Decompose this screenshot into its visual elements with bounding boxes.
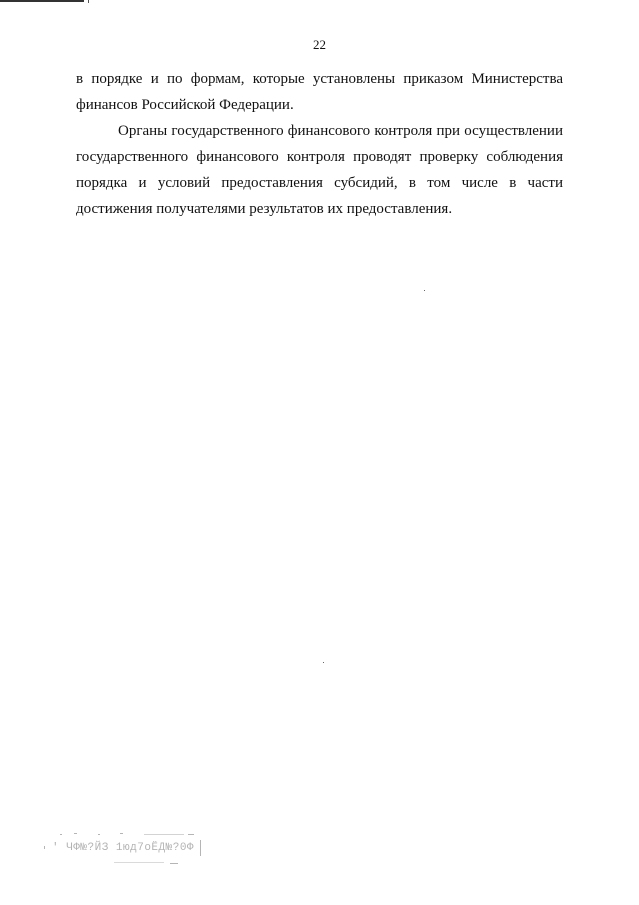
scan-speck [424,290,425,291]
scan-speck [323,662,324,663]
paragraph-2: Органы государственного финансового контроля при осуществлении государственного финансового контроля проводят проверку соблюдения порядка и условий предоставления субсидий, в том числе в части достижения получателями результатов их предоставления. [76,123,563,217]
stamp-text: ' ЧФ№?ЙЗ 1юд7оЁД№?0Ф [52,842,195,854]
scan-edge-tick [88,0,89,3]
scan-edge-line [0,0,84,2]
registration-stamp [40,826,206,870]
paragraph-1: в порядке и по формам, которые установлены приказом Министерства финансов Российской Федерации. [76,71,563,113]
page-number: 22 [313,37,326,52]
